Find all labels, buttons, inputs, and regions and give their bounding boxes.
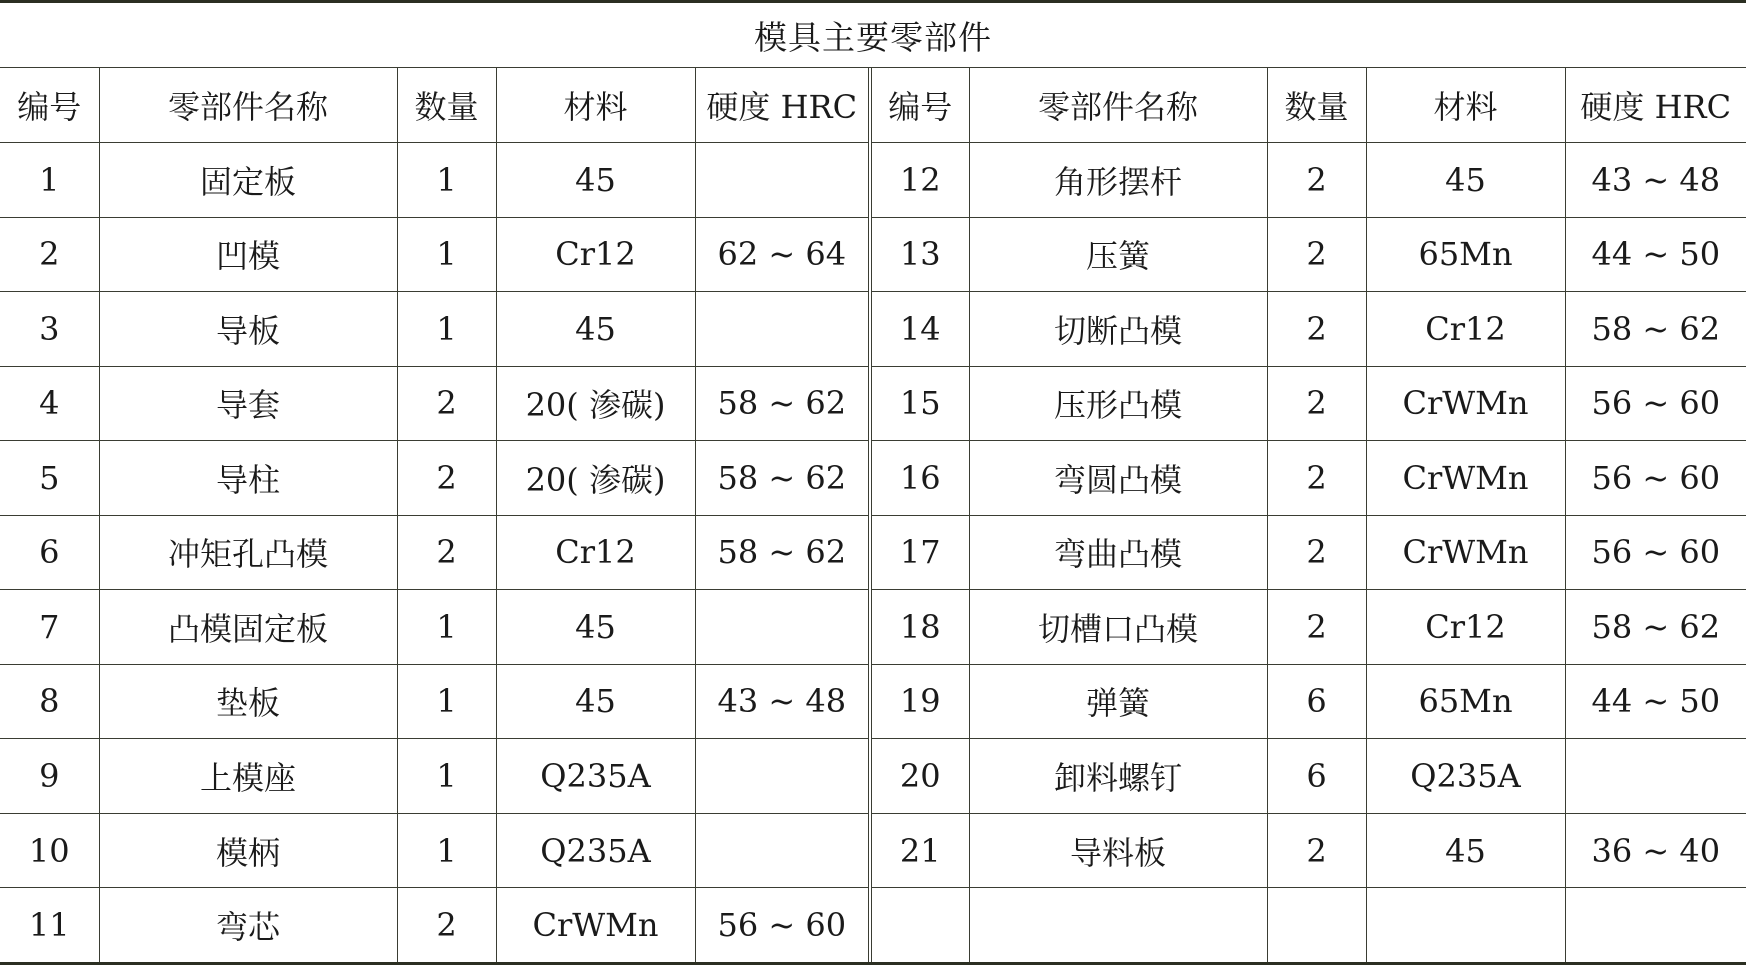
cell-hardness-right: 56 ~ 60 bbox=[1565, 441, 1746, 516]
cell-name-right: 弯圆凸模 bbox=[969, 441, 1267, 516]
cell-qty-right: 2 bbox=[1267, 813, 1366, 888]
cell-no-right: 12 bbox=[870, 143, 969, 218]
cell-no-left: 8 bbox=[0, 664, 99, 739]
cell-material-left: 20( 渗碳) bbox=[496, 366, 695, 441]
cell-name-left: 导套 bbox=[99, 366, 397, 441]
table-row bbox=[0, 143, 1746, 218]
header-hardness-left: 硬度 HRC bbox=[695, 68, 870, 143]
cell-qty-left: 2 bbox=[397, 366, 496, 441]
cell-hardness-right: 43 ~ 48 bbox=[1565, 143, 1746, 218]
cell-no-right: 17 bbox=[870, 515, 969, 590]
cell-no-left: 5 bbox=[0, 441, 99, 516]
cell-qty-right: 2 bbox=[1267, 590, 1366, 665]
cell-qty-left: 1 bbox=[397, 739, 496, 814]
cell-no-right: 15 bbox=[870, 366, 969, 441]
cell-material-right: CrWMn bbox=[1366, 515, 1565, 590]
cell-material-left: 45 bbox=[496, 292, 695, 367]
cell-hardness-left: 62 ~ 64 bbox=[695, 217, 870, 292]
table-row bbox=[0, 888, 1746, 962]
cell-name-right: 压簧 bbox=[969, 217, 1267, 292]
cell-no-right: 20 bbox=[870, 739, 969, 814]
cell-no-left: 3 bbox=[0, 292, 99, 367]
cell-qty-right: 6 bbox=[1267, 739, 1366, 814]
table-row bbox=[0, 292, 1746, 367]
cell-material-left: Q235A bbox=[496, 739, 695, 814]
cell-name-left: 凹模 bbox=[99, 217, 397, 292]
cell-material-right: 45 bbox=[1366, 143, 1565, 218]
table-row bbox=[0, 590, 1746, 665]
cell-material-left: CrWMn bbox=[496, 888, 695, 962]
cell-hardness-left: 58 ~ 62 bbox=[695, 366, 870, 441]
cell-material-left: Q235A bbox=[496, 813, 695, 888]
cell-name-left: 模柄 bbox=[99, 813, 397, 888]
cell-no-right: 21 bbox=[870, 813, 969, 888]
cell-qty-right: 2 bbox=[1267, 441, 1366, 516]
cell-name-right bbox=[969, 888, 1267, 962]
header-row bbox=[0, 68, 1746, 143]
table-row bbox=[0, 739, 1746, 814]
cell-hardness-left bbox=[695, 739, 870, 814]
cell-material-left: 20( 渗碳) bbox=[496, 441, 695, 516]
parts-table-body bbox=[0, 143, 1746, 963]
cell-name-right: 导料板 bbox=[969, 813, 1267, 888]
parts-table bbox=[0, 68, 1746, 962]
cell-hardness-left bbox=[695, 813, 870, 888]
cell-name-left: 导板 bbox=[99, 292, 397, 367]
cell-material-right: 65Mn bbox=[1366, 217, 1565, 292]
cell-hardness-right: 56 ~ 60 bbox=[1565, 366, 1746, 441]
cell-no-right bbox=[870, 888, 969, 962]
header-hardness-right: 硬度 HRC bbox=[1565, 68, 1746, 143]
cell-no-left: 4 bbox=[0, 366, 99, 441]
cell-hardness-left: 56 ~ 60 bbox=[695, 888, 870, 962]
cell-qty-right: 2 bbox=[1267, 292, 1366, 367]
cell-no-left: 10 bbox=[0, 813, 99, 888]
cell-qty-left: 1 bbox=[397, 217, 496, 292]
cell-material-left: Cr12 bbox=[496, 217, 695, 292]
header-no-right: 编号 bbox=[870, 68, 969, 143]
cell-hardness-right: 56 ~ 60 bbox=[1565, 515, 1746, 590]
cell-name-right: 弯曲凸模 bbox=[969, 515, 1267, 590]
cell-qty-left: 2 bbox=[397, 515, 496, 590]
cell-qty-right bbox=[1267, 888, 1366, 962]
header-no-left: 编号 bbox=[0, 68, 99, 143]
cell-name-left: 固定板 bbox=[99, 143, 397, 218]
cell-name-left: 凸模固定板 bbox=[99, 590, 397, 665]
cell-qty-right: 2 bbox=[1267, 366, 1366, 441]
table-row bbox=[0, 813, 1746, 888]
cell-qty-left: 2 bbox=[397, 888, 496, 962]
cell-hardness-left: 43 ~ 48 bbox=[695, 664, 870, 739]
cell-material-right: Q235A bbox=[1366, 739, 1565, 814]
cell-name-right: 切槽口凸模 bbox=[969, 590, 1267, 665]
cell-hardness-left: 58 ~ 62 bbox=[695, 441, 870, 516]
cell-material-right bbox=[1366, 888, 1565, 962]
cell-material-right: CrWMn bbox=[1366, 366, 1565, 441]
cell-name-left: 冲矩孔凸模 bbox=[99, 515, 397, 590]
cell-no-left: 7 bbox=[0, 590, 99, 665]
cell-hardness-left: 58 ~ 62 bbox=[695, 515, 870, 590]
table-row bbox=[0, 217, 1746, 292]
header-material-right: 材料 bbox=[1366, 68, 1565, 143]
cell-hardness-right: 58 ~ 62 bbox=[1565, 590, 1746, 665]
cell-material-right: CrWMn bbox=[1366, 441, 1565, 516]
cell-name-right: 角形摆杆 bbox=[969, 143, 1267, 218]
cell-name-left: 导柱 bbox=[99, 441, 397, 516]
header-material-left: 材料 bbox=[496, 68, 695, 143]
header-name-right: 零部件名称 bbox=[969, 68, 1267, 143]
table-row bbox=[0, 664, 1746, 739]
cell-qty-left: 1 bbox=[397, 292, 496, 367]
cell-name-right: 压形凸模 bbox=[969, 366, 1267, 441]
cell-name-right: 切断凸模 bbox=[969, 292, 1267, 367]
cell-qty-left: 2 bbox=[397, 441, 496, 516]
cell-qty-left: 1 bbox=[397, 664, 496, 739]
cell-qty-left: 1 bbox=[397, 143, 496, 218]
cell-material-left: 45 bbox=[496, 143, 695, 218]
header-name-left: 零部件名称 bbox=[99, 68, 397, 143]
cell-hardness-right: 36 ~ 40 bbox=[1565, 813, 1746, 888]
cell-no-right: 13 bbox=[870, 217, 969, 292]
table-row bbox=[0, 366, 1746, 441]
cell-qty-left: 1 bbox=[397, 590, 496, 665]
cell-hardness-right bbox=[1565, 739, 1746, 814]
cell-name-left: 垫板 bbox=[99, 664, 397, 739]
cell-material-left: Cr12 bbox=[496, 515, 695, 590]
cell-no-left: 9 bbox=[0, 739, 99, 814]
cell-qty-right: 2 bbox=[1267, 515, 1366, 590]
cell-qty-left: 1 bbox=[397, 813, 496, 888]
cell-name-left: 上模座 bbox=[99, 739, 397, 814]
cell-qty-right: 6 bbox=[1267, 664, 1366, 739]
cell-no-left: 6 bbox=[0, 515, 99, 590]
cell-qty-right: 2 bbox=[1267, 217, 1366, 292]
cell-hardness-left bbox=[695, 143, 870, 218]
cell-hardness-right: 58 ~ 62 bbox=[1565, 292, 1746, 367]
cell-name-left: 弯芯 bbox=[99, 888, 397, 962]
cell-hardness-left bbox=[695, 590, 870, 665]
cell-no-right: 16 bbox=[870, 441, 969, 516]
cell-hardness-left bbox=[695, 292, 870, 367]
cell-name-right: 卸料螺钉 bbox=[969, 739, 1267, 814]
cell-material-left: 45 bbox=[496, 590, 695, 665]
cell-material-right: Cr12 bbox=[1366, 590, 1565, 665]
cell-material-right: 65Mn bbox=[1366, 664, 1565, 739]
cell-no-right: 19 bbox=[870, 664, 969, 739]
cell-qty-right: 2 bbox=[1267, 143, 1366, 218]
cell-no-right: 18 bbox=[870, 590, 969, 665]
cell-no-right: 14 bbox=[870, 292, 969, 367]
cell-no-left: 2 bbox=[0, 217, 99, 292]
cell-name-right: 弹簧 bbox=[969, 664, 1267, 739]
cell-hardness-right: 44 ~ 50 bbox=[1565, 664, 1746, 739]
table-row bbox=[0, 515, 1746, 590]
cell-hardness-right bbox=[1565, 888, 1746, 962]
table-caption: 模具主要零部件 bbox=[0, 3, 1746, 68]
cell-no-left: 11 bbox=[0, 888, 99, 962]
header-qty-right: 数量 bbox=[1267, 68, 1366, 143]
table-row bbox=[0, 441, 1746, 516]
cell-hardness-right: 44 ~ 50 bbox=[1565, 217, 1746, 292]
cell-material-right: Cr12 bbox=[1366, 292, 1565, 367]
cell-material-right: 45 bbox=[1366, 813, 1565, 888]
header-qty-left: 数量 bbox=[397, 68, 496, 143]
cell-no-left: 1 bbox=[0, 143, 99, 218]
cell-material-left: 45 bbox=[496, 664, 695, 739]
